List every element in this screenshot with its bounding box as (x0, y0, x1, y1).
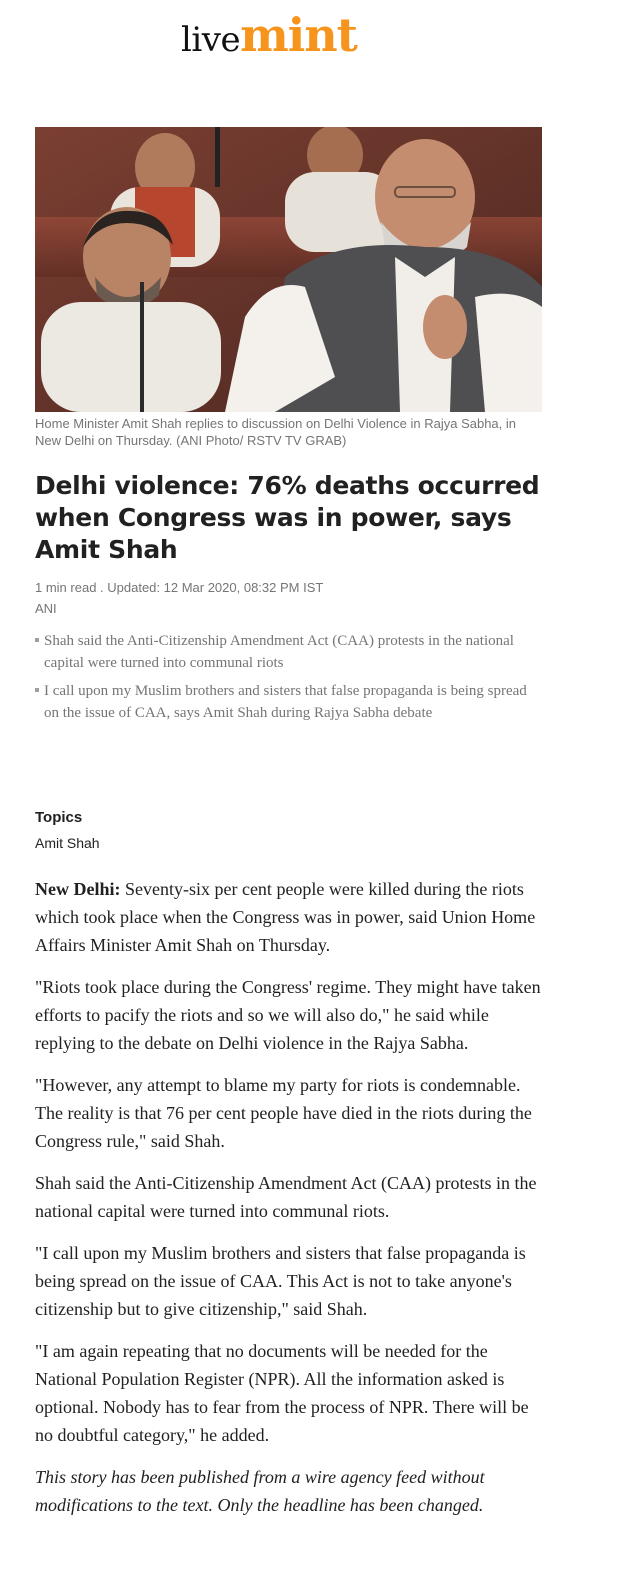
article-headline: Delhi violence: 76% deaths occurred when Congress was in power, says Amit Shah (35, 471, 540, 564)
topic-link-amit-shah[interactable]: Amit Shah (35, 835, 100, 851)
article-meta: 1 min read . Updated: 12 Mar 2020, 08:32 PM IST (35, 580, 324, 595)
dateline: New Delhi: (35, 879, 121, 899)
summary-item: I call upon my Muslim brothers and sisters that false propaganda is being spread on the issue of CAA, says Amit Shah during Rajya Sabha debate (35, 680, 543, 724)
logo-mint-text: mint (240, 8, 357, 62)
article-body (35, 875, 543, 1533)
article-paragraph: Shah said the Anti-Citizenship Amendment Act (CAA) protests in the national capital were turned into communal riots. (35, 1173, 537, 1221)
article-paragraph: "I call upon my Muslim brothers and sisters that false propaganda is being spread on the issue of CAA. This Act is not to take anyone's citizenship but to give citizenship," said Shah. (35, 1243, 526, 1319)
article-paragraph: "Riots took place during the Congress' regime. They might have taken efforts to pacify the riots and so we will also do," he said while replying to the debate on Delhi violence in the Rajya Sabha. (35, 977, 541, 1053)
article-source: ANI (35, 601, 57, 616)
article-paragraph: "I am again repeating that no documents will be needed for the National Population Register (NPR). All the information asked is optional. Nobody has to fear from the process of NPR. There will be no doubtful category," he added. (35, 1341, 529, 1445)
summary-item: Shah said the Anti-Citizenship Amendment Act (CAA) protests in the national capital were turned into communal riots (35, 630, 543, 674)
article-paragraph (35, 875, 543, 959)
wire-agency-note: This story has been published from a wire agency feed without modifications to the text. Only the headline has been changed. (35, 1467, 485, 1515)
image-caption: Home Minister Amit Shah replies to discussion on Delhi Violence in Rajya Sabha, in New Delhi on Thursday. (ANI Photo/ RSTV TV GRAB) (35, 416, 517, 448)
topics-heading: Topics (35, 809, 83, 826)
paragraph-text: Seventy-six per cent people were killed during the riots which took place when the Congress was in power, said Union Home Affairs Minister Amit Shah on Thursday. (35, 879, 536, 955)
article-paragraph: "However, any attempt to blame my party for riots is condemnable. The reality is that 76 per cent people have died in the riots during the Congress rule," said Shah. (35, 1075, 532, 1151)
livemint-logo[interactable] (181, 8, 357, 64)
logo-live-text: live (181, 20, 241, 60)
hero-photo-illustration (35, 127, 542, 412)
hero-image (35, 127, 542, 412)
summary-list (35, 630, 543, 730)
